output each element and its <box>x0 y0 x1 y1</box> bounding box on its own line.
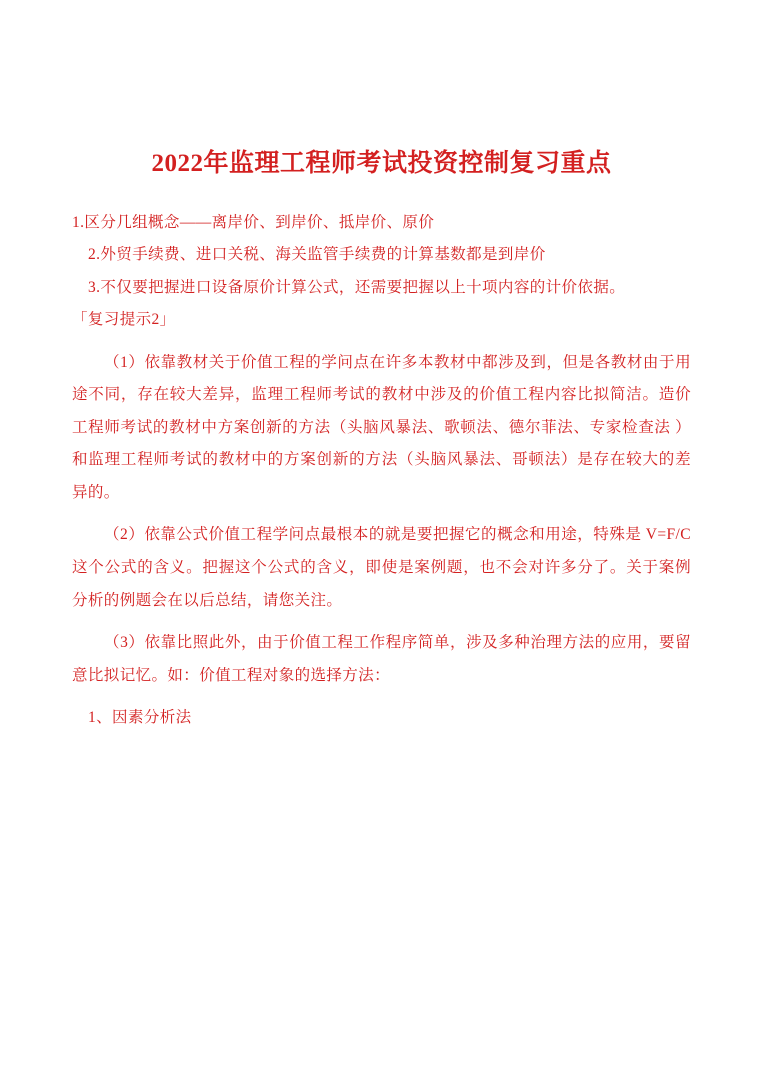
paragraph: （3）依靠比照此外，由于价值工程工作程序简单，涉及多种治理方法的应用，要留意比拟记忆。如：价值工程对象的选择方法： <box>72 634 691 684</box>
paragraph: 2.外贸手续费、进口关税、海关监管手续费的计算基数都是到岸价 <box>88 246 546 264</box>
document-body <box>72 207 691 735</box>
page-title: 2022年监理工程师考试投资控制复习重点 <box>151 150 612 177</box>
paragraph: （2）依靠公式价值工程学问点最根本的就是要把握它的概念和用途，特殊是 V=F/C 这个公式的含义。把握这个公式的含义，即使是案例题，也不会对许多分了。关于案例分析的例题会在以后总结，请您关注。 <box>72 526 691 609</box>
paragraph: 3.不仅要把握进口设备原价计算公式，还需要把握以上十项内容的计价依据。 <box>88 278 626 296</box>
paragraph: 「复习提示2」 <box>72 311 176 329</box>
paragraph: （1）依靠教材关于价值工程的学问点在许多本教材中都涉及到，但是各教材由于用途不同，存在较大差异，监理工程师考试的教材中涉及的价值工程内容比拟简洁。造价工程师考试的教材中方案创新的方法（头脑风暴法、歌顿法、德尔菲法、专家检查法 ）和监理工程师考试的教材中的方案创新的方法（头脑风暴法、哥顿法）是存在较大的差异的。 <box>72 353 691 501</box>
paragraph: 1、因素分析法 <box>88 709 192 727</box>
paragraph: 1.区分几组概念——离岸价、到岸价、抵岸价、原价 <box>72 213 435 231</box>
